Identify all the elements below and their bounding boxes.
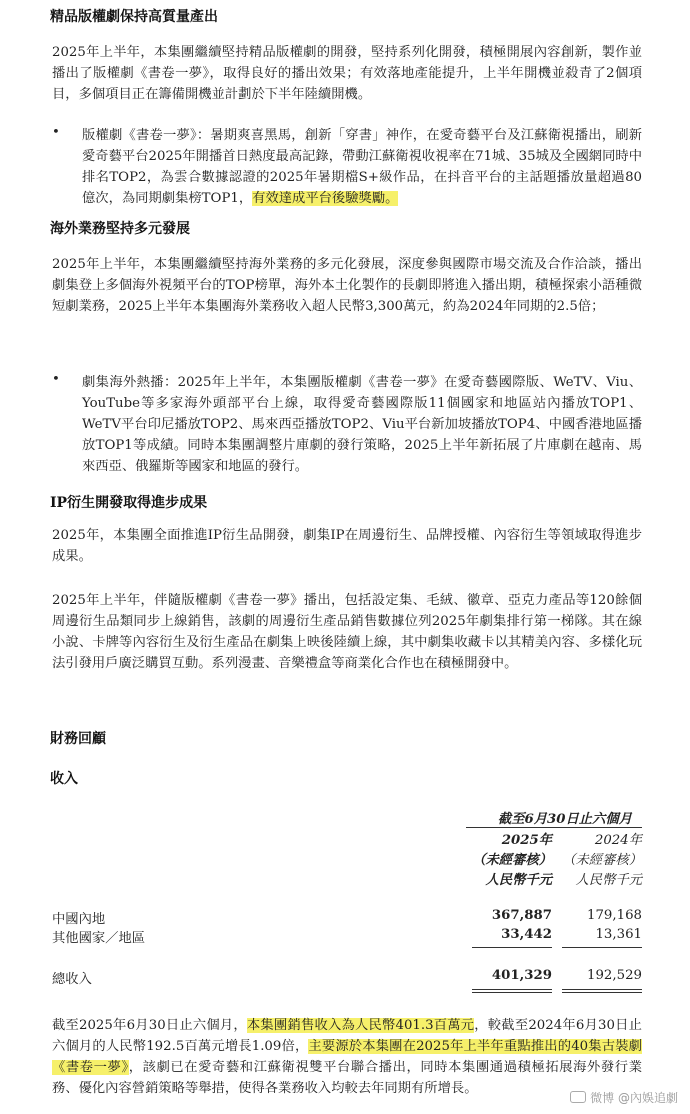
section-paragraph: 2025年上半年，本集團繼續堅持海外業務的多元化發展，深度參與國際市場交流及合作洽談，播出劇集登上多個海外視頻平台的TOP榜單，海外本土化製作的長劇即將進入播出期，積極探索小語種微短劇業務，2025上半年本集團海外業務收入超人民幣3,300萬元，約為2024年同期的2.5倍； [52,257,642,314]
revenue-table [52,808,642,998]
total-value-2024: 192,529 [587,968,642,983]
table-row [52,927,642,947]
col-2025-unit: 人民幣千元 [485,873,552,888]
total-label: 總收入 [52,972,92,987]
watermark-text: 微博 @內娛追劇 [590,1091,678,1105]
subtotal-rule-2024 [562,947,642,948]
header-rule [466,827,642,828]
row-value-2024: 179,168 [587,908,642,923]
section-heading-ip-derivative: IP衍生開發取得進步成果 [50,495,208,511]
highlighted-text: 本集團銷售收入為人民幣401.3百萬元 [246,1018,475,1033]
row-label: 其他國家／地區 [52,931,146,946]
highlighted-text: 有效達成平台後驗獎勵。 [252,191,399,206]
total-value-2025: 401,329 [491,968,552,983]
col-2025-year: 2025年 [501,833,552,848]
table-row [52,908,642,928]
total-rule-2024 [562,989,642,990]
revenue-paragraph [52,1015,642,1099]
bullet-body: 版權劇《書卷一夢》：暑期爽喜黑馬，創新「穿書」神作，在愛奇藝平台及江蘇衛視播出，刷新愛奇藝平台2025年開播首日熱度最高記錄，帶動江蘇衛視收視率在71城、35城及全國網同時中排名TOP2，為雲合數據認證的2025年暑期檔S+級作品，在抖音平台的主話題播放量超過80億次，為同期劇集榜TOP1， [82,128,642,206]
total-rule-2025-double [472,992,552,993]
section-paragraph: 2025年，本集團全面推進IP衍生品開發，劇集IP在周邊衍生、品牌授權、內容衍生等領域取得進步成果。 [52,528,642,564]
row-label: 中國內地 [52,912,106,927]
weibo-watermark [570,1089,678,1106]
col-2025-audit: （未經審核） [472,853,552,868]
section-heading-overseas: 海外業務堅持多元發展 [50,221,190,237]
subtotal-rule-2025 [472,947,552,948]
total-rule-2025 [472,989,552,990]
section-paragraph: 2025年上半年，本集團繼續堅持精品版權劇的開發，堅持系列化開發，積極開展內容創新，製作並播出了版權劇《書卷一夢》，取得良好的播出效果；有效落地產能提升，上半年開機並殺青了2個項目，多個項目正在籌備開機並計劃於下半年陸續開機。 [52,45,642,102]
bullet-item [52,125,642,209]
bullet-text [82,125,642,209]
text-run: ，較截至2024年6月30日止六個月的人民幣192.5百萬元增長1.09倍， [52,1018,642,1054]
col-2024-audit: （未經審核） [562,853,642,868]
table-total-row [52,968,642,988]
row-value-2024: 13,361 [595,927,642,942]
bullet-dot: • [52,125,60,140]
text-run: 截至2025年6月30日止六個月， [52,1018,247,1033]
bullet-text: 劇集海外熱播：2025年上半年，本集團版權劇《書卷一夢》在愛奇藝國際版、WeTV、Viu、YouTube等多家海外頭部平台上線，取得愛奇藝國際版11個國家和地區站內播放TOP1、WeTV平台印尼播放TOP2、馬來西亞播放TOP2、Viu平台新加坡播放TOP4、中國香港地區播放TOP1等成績。同時本集團調整片庫劇的發行策略，2025上半年新拓展了片庫劇在越南、馬來西亞、俄羅斯等國家和地區的發行。 [82,375,642,474]
weibo-camera-icon [570,1091,586,1103]
text-run: ，該劇已在愛奇藝和江蘇衛視雙平台聯合播出，同時本集團通過積極拓展海外發行業務、優化內容營銷策略等舉措，使得各業務收入均較去年同期有所增長。 [52,1060,642,1096]
finance-heading: 財務回顧 [50,731,106,747]
highlighted-text: 主要源於本集團在2025年上半年重點推出的40集古裝劇《書卷一夢》 [52,1039,642,1075]
revenue-subheading: 收入 [50,771,78,787]
bullet-item [52,372,642,477]
row-value-2025: 367,887 [491,908,552,923]
period-header: 截至6月30日止六個月 [497,812,632,827]
col-2024-year: 2024年 [594,833,642,848]
section-heading-ip-drama: 精品版權劇保持高質量產出 [50,9,218,25]
row-value-2025: 33,442 [501,927,552,942]
total-rule-2024-double [562,992,642,993]
bullet-dot: • [52,372,60,387]
col-2024-unit: 人民幣千元 [575,873,642,888]
section-paragraph: 2025年上半年，伴隨版權劇《書卷一夢》播出，包括設定集、毛絨、徽章、亞克力產品等120餘個周邊衍生品類同步上線銷售，該劇的周邊衍生產品銷售數據位列2025年劇集排行第一梯隊。其在線小說、卡牌等內容衍生及衍生產品在劇集上映後陸續上線，其中劇集收藏卡以其精美內容、多樣化玩法引發用戶廣泛購買互動。系列漫畫、音樂禮盒等商業化合作也在積極開發中。 [52,593,642,671]
